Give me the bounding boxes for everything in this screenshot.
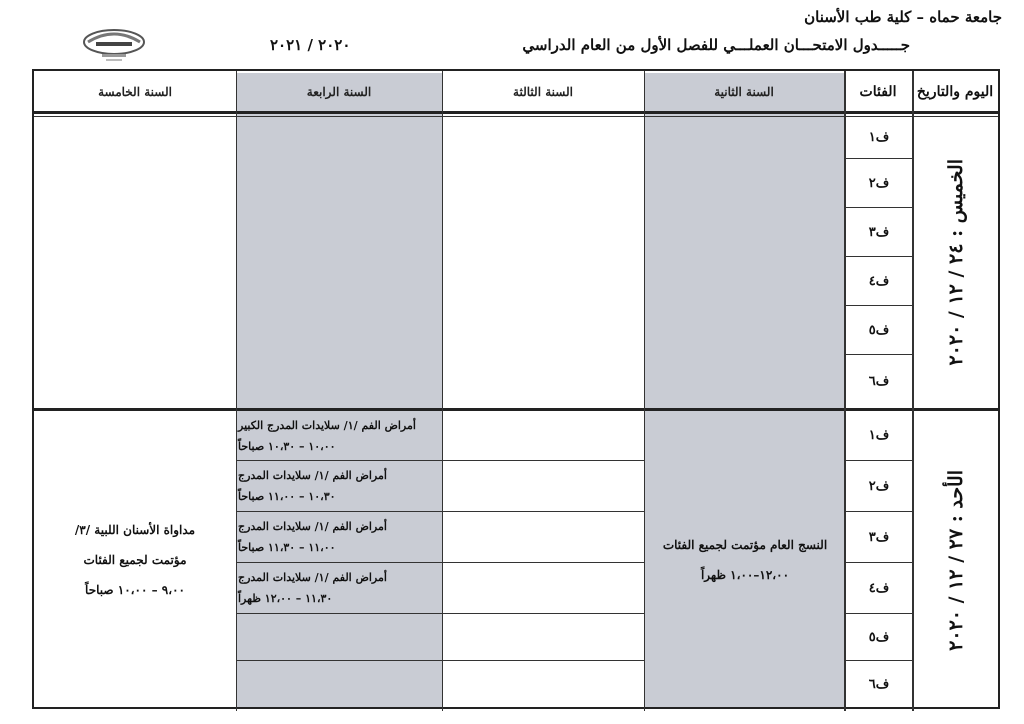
day2-year4-entry-3-time: ١١،٠٠ – ١١،٣٠ صباحاً: [238, 541, 336, 554]
day2-group-5: ف٥: [868, 629, 890, 645]
day2-year4-entry-4-course: أمراض الفم /١/ سلايدات المدرج: [238, 571, 387, 584]
day2-group-2: ف٢: [868, 478, 890, 494]
day1-group-1: ف١: [868, 129, 890, 145]
day2-year4-entry-1-time: ١٠،٠٠ – ١٠،٣٠ صباحاً: [238, 439, 336, 453]
exam-schedule-table: [32, 69, 1000, 709]
day2-year5-course: مداواة الأسنان اللبية /٣/: [74, 523, 196, 537]
day2-year4-entry-3-course: أمراض الفم /١/ سلايدات المدرج: [238, 520, 387, 533]
university-name: جامعة حماه – كلية طب الأسنان: [804, 8, 1002, 26]
day2-group-1: ف١: [868, 428, 890, 443]
day2-year2-course: النسج العام مؤتمت لجميع الفئات: [662, 538, 828, 552]
col-header-year4: السنة الرابعة: [306, 85, 372, 99]
col-header-year3: السنة الثالثة: [513, 85, 573, 99]
day2-year4-entry-4-time: ١١،٣٠ – ١٢،٠٠ ظهراً: [238, 592, 333, 605]
day2-date-cell: [914, 411, 998, 709]
day2-year2-entry: [646, 411, 844, 709]
day2-year4-entry-1: [238, 411, 442, 460]
day2-group-3: ف٣: [868, 529, 890, 545]
day2-group-4: ف٤: [868, 580, 890, 596]
day2-year5-note: مؤتمت لجميع الفئات: [83, 553, 187, 567]
col-header-year2: السنة الثانية: [714, 85, 774, 99]
day2-year4-entry-2-time: ١٠،٣٠ – ١١،٠٠ صباحاً: [238, 490, 336, 503]
title-text: جـــــدول الامتحـــان العملـــي للفصل الأول من العام الدراسي: [522, 36, 910, 54]
academic-year: ٢٠٢٠ / ٢٠٢١: [270, 36, 351, 54]
day2-year5-time: ٩،٠٠ – ١٠،٠٠ صباحاً: [85, 583, 185, 597]
day2-year2-time: ١٢،٠٠–١،٠٠ ظهراً: [700, 568, 790, 582]
university-logo-icon: [78, 24, 150, 64]
day2-year4-entry-1-course: أمراض الفم /١/ سلايدات المدرج الكبير: [238, 418, 416, 432]
col-header-day-date: اليوم والتاريخ: [916, 84, 994, 100]
col-header-year5: السنة الخامسة: [98, 85, 172, 99]
day2-year5-entry: [34, 411, 236, 709]
col-header-groups: الفئات: [859, 84, 897, 100]
day2-year4-entry-4: [238, 563, 442, 613]
day1-label: الخميس : ٢٤ / ١٢ / ٢٠٢٠: [945, 158, 967, 366]
day1-group-6: ف٦: [868, 374, 890, 389]
day2-group-6: ف٦: [868, 676, 890, 692]
day2-year4-entry-2-course: أمراض الفم /١/ سلايدات المدرج: [238, 469, 387, 482]
day1-date-cell: [914, 116, 998, 408]
day2-year4-entry-3: [238, 512, 442, 562]
day1-group-4: ف٤: [868, 273, 890, 289]
day2-year4-entry-2: [238, 461, 442, 511]
day2-label: الأحد : ٢٧ / ١٢ / ٢٠٢٠: [945, 469, 967, 651]
day1-group-5: ف٥: [868, 322, 890, 338]
day1-group-3: ف٣: [868, 224, 890, 240]
day1-group-2: ف٢: [868, 175, 890, 191]
